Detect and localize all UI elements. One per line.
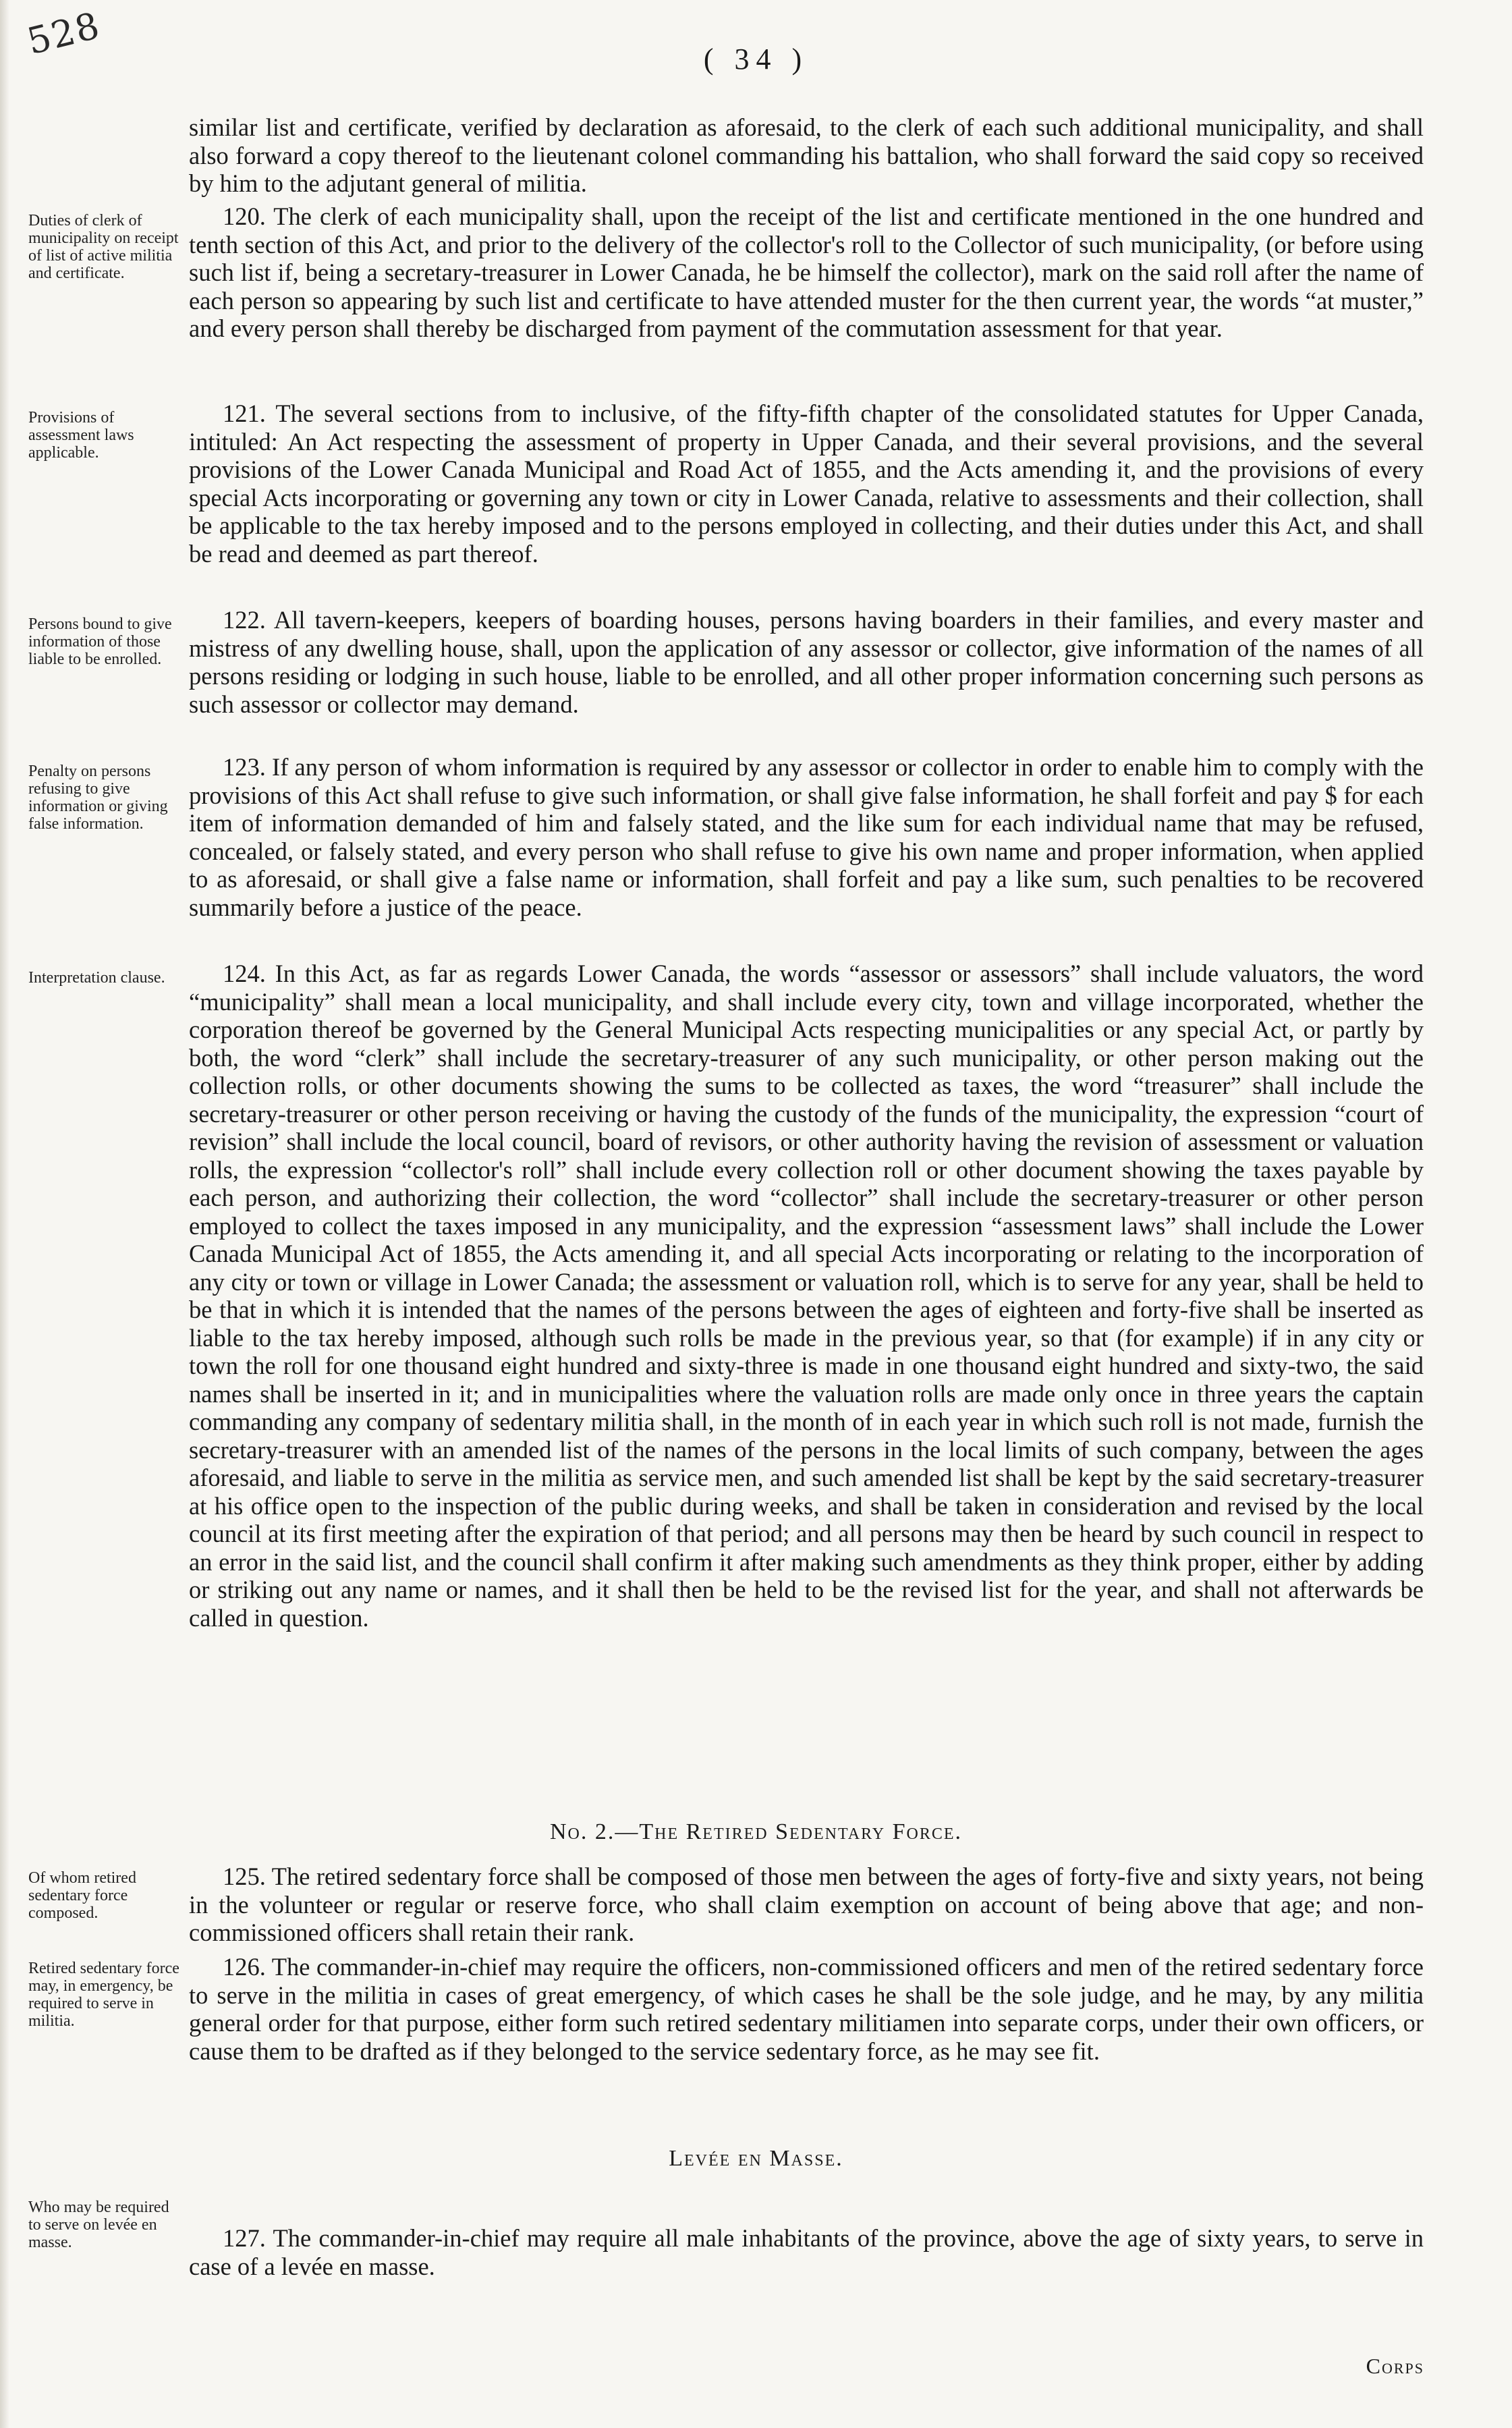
margin-note-127: Who may be required to serve on levée en masse. [28, 2199, 169, 2251]
page-number: ( 34 ) [703, 43, 809, 76]
section-121: 121. The several sections from to inclusive, of the fifty-fifth chapter of the consolidated statutes for Upper Canada, intituled: An Act respecting the assessment of property in Upper Canada, and their several provisions, and the several provisions of the Lower Canada Municipal and Road Act of 1855, and the Acts amending it, and the provisions of every special Acts incorporating or governing any town or city in Lower Canada, relative to assessments and their collection, shall be applicable to the tax hereby imposed and to the persons employed in collecting, and their duties under this Act, and shall be read and deemed as part thereof. [189, 399, 1424, 568]
heading-retired-sedentary-force [0, 1819, 1512, 1845]
heading-text: Levée en Masse. [669, 2146, 843, 2171]
handwritten-page-number: 528 [22, 3, 105, 63]
margin-note-124: Interpretation clause. [28, 969, 165, 987]
section-124: 124. In this Act, as far as regards Lower Canada, the words “assessor or assessors” shall include valuators, the word “municipality” shall mean a local municipality, and shall include every city, town and village incorporated, whether the corporation thereof be governed by the General Municipal Acts respecting municipalities or any special Act, or partly by both, the word “clerk” shall include the secretary-treasurer of any such municipality, or other person making out the collection rolls, or other documents showing the sums to be collected as taxes, the word “treasurer” shall include the secretary-treasurer or other person receiving or having the custody of the funds of the municipality, the expression “court of revision” shall include the local council, board of revisors, or other authority having the revision of assessment or valuation rolls, the expression “collector's roll” shall include every collection roll or other document showing the taxes payable by each person, and authorizing their collection, the word “collector” shall include the secretary-treasurer or other person employed to collect the taxes imposed in any municipality, and the expression “assessment laws” shall include the Lower Canada Municipal Act of 1855, the Acts amending it, and all special Acts incorporating or relating to the incorporation of any city or town or village in Lower Canada; the assessment or valuation roll, which is to serve for any year, shall be held to be that in which it is intended that the names of the persons between the ages of eighteen and forty-five shall be inserted as liable to the tax hereby imposed, although such rolls be made in the previous year, so that (for example) if in any city or town the roll for one thousand eight hundred and sixty-three is made in one thousand eight hundred and sixty-two, the said names shall be inserted in it; and in municipalities where the valuation rolls are made only once in three years the captain commanding any company of sedentary militia shall, in the month of in each year in which such roll is not made, furnish the secretary-treasurer with an amended list of the names of the persons in the local limits of such company, between the ages aforesaid, and liable to serve in the militia as service men, and such amended list shall be kept by the said secretary-treasurer at his office open to the inspection of the public during weeks, and shall be taken in consideration and revised by the local council at its first meeting after the expiration of that period; and all persons may then be heard by such council in respect to an error in the said list, and the council shall confirm it after making such amendments as they think proper, either by adding or striking out any name or names, and it shall then be held to be the revised list for the year, and shall not afterwards be called in question. [189, 960, 1424, 1632]
margin-note-126: Retired sedentary force may, in emergency, be required to serve in militia. [28, 1960, 179, 2030]
heading-text: No. 2.—The Retired Sedentary Force. [549, 1819, 963, 1844]
margin-note-123: Penalty on persons refusing to give information or giving false information. [28, 763, 168, 833]
section-127: 127. The commander-in-chief may require all male inhabitants of the province, above the age of sixty years, to serve in case of a levée en masse. [189, 2224, 1424, 2280]
margin-note-125: Of whom retired sedentary force composed. [28, 1869, 136, 1922]
section-126: 126. The commander-in-chief may require the officers, non-commissioned officers and men of the retired sedentary force to serve in the militia in cases of great emergency, of which cases he shall be the sole judge, and he may, by any militia general order for that purpose, either form such retired sedentary militiamen into separate corps, under their own officers, or cause them to be drafted as if they belonged to the service sedentary force, as he may see fit. [189, 1953, 1424, 2065]
section-122: 122. All tavern-keepers, keepers of boarding houses, persons having boarders in their families, and every master and mistress of any dwelling house, shall, upon the application of any assessor or collector, give information of the names of all persons residing or lodging in such house, liable to be enrolled, and all other proper information concerning such persons as such assessor or collector may demand. [189, 606, 1424, 718]
page-edge-shadow [0, 0, 9, 2428]
section-120: 120. The clerk of each municipality shall, upon the receipt of the list and certificate mentioned in the one hundred and tenth section of this Act, and prior to the delivery of the collector's roll to the Collector of such municipality, (or before using such list if, being a secretary-treasurer in Lower Canada, he be himself the collector), mark on the said roll after the name of each person so appearing by such list and certificate to have attended muster for the then current year, the words “at muster,” and every person shall thereby be discharged from payment of the commutation assessment for that year. [189, 202, 1424, 342]
heading-levee-en-masse [0, 2146, 1512, 2172]
section-123: 123. If any person of whom information is required by any assessor or collector in order to enable him to comply with the provisions of this Act shall refuse to give such information, or shall give false information, he shall forfeit and pay $ for each item of information demanded of him and falsely stated, and the like sum for each individual name that may be refused, concealed, or falsely stated, and every person who shall refuse to give his own name and proper information, when applied to as aforesaid, or shall give a false name or information, shall forfeit and pay a like sum, such penalties to be recovered summarily before a justice of the peace. [189, 753, 1424, 921]
catchword: Corps [1366, 2354, 1424, 2378]
margin-note-122: Persons bound to give information of those liable to be enrolled. [28, 615, 172, 668]
section-125: 125. The retired sedentary force shall be composed of those men between the ages of forty-five and sixty years, not being in the volunteer or regular or reserve force, who shall claim exemption on account of being above that age; and non-commissioned officers shall retain their rank. [189, 1863, 1424, 1946]
margin-note-121: Provisions of assessment laws applicable. [28, 409, 134, 462]
margin-note-120: Duties of clerk of municipality on receipt of list of active militia and certificate. [28, 212, 179, 282]
continuation-paragraph: similar list and certificate, verified by declaration as aforesaid, to the clerk of each such additional municipality, and shall also forward a copy thereof to the lieutenant colonel commanding his battalion, who shall forward the said copy so received by him to the adjutant general of militia. [189, 113, 1424, 197]
